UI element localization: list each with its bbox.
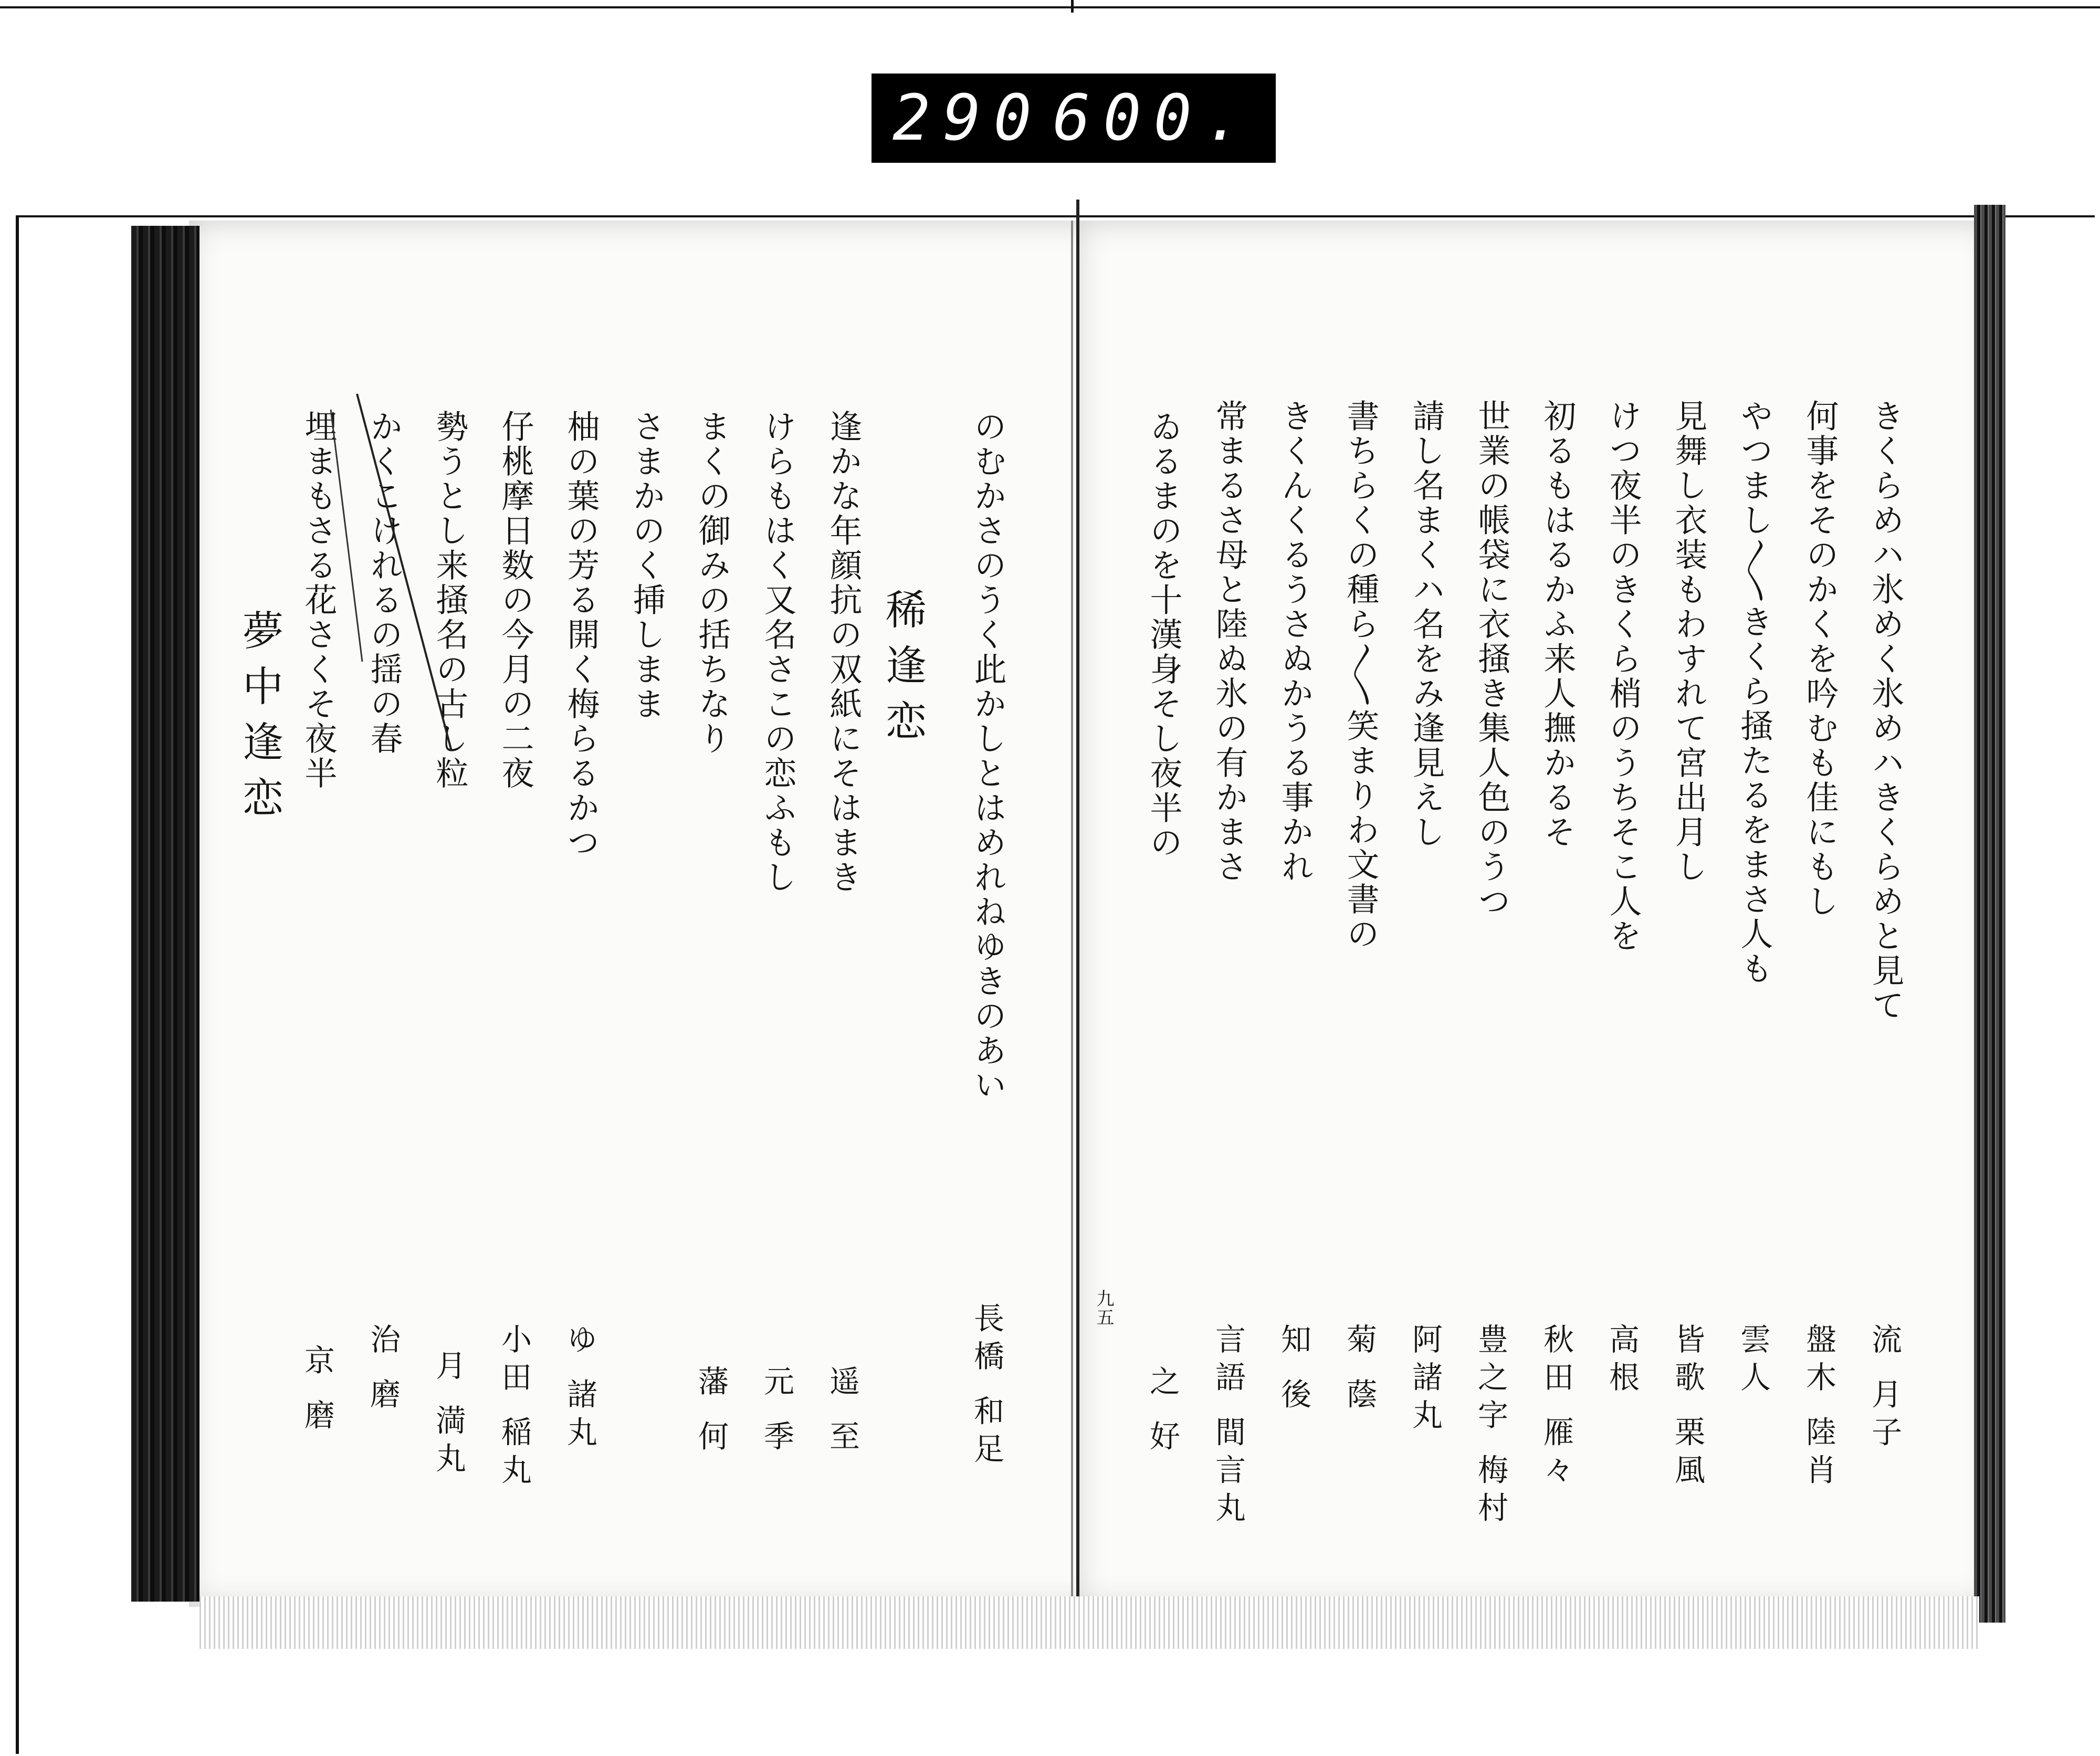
left-s1-col-8-author: 治 磨 [365,1323,401,1416]
right-col-10-text: きくんくるうさぬかうる事かれ [1276,399,1314,884]
left-s1-col-9-text: 埋まもさる花さくそ夜半 [299,410,338,791]
right-col-1-author: 流 月子 [1866,1323,1902,1454]
page-gutter-shadow [1071,221,1073,1628]
frame-number-label [872,74,1276,163]
page-folio: 九五 [1093,1289,1114,1327]
page-gutter [1076,200,1079,1649]
ink-strike-marks [315,389,525,756]
right-col-6-author: 秋田 雁々 [1538,1323,1574,1492]
left-s1-col-8-text: かくこけれるの揺の春 [365,410,403,756]
section-title-dream-meeting: 夢中逢恋 [236,609,283,832]
right-col-8-author: 阿諸丸 [1407,1323,1443,1437]
left-s1-col-2-text: けらもはく又名さこの恋ふもし [759,410,797,895]
page-stack-bottom [200,1596,1979,1649]
right-col-8-text: 請し名まくハ名をみ逢見えし [1407,399,1445,850]
left-s1-col-3-author: 藩 何 [693,1365,729,1458]
left-s1-col-4-text: さまかのく挿しまま [627,410,666,722]
right-col-7-author: 豊之字 梅村 [1473,1323,1508,1530]
left-col-0-author: 長橋 和足 [969,1302,1004,1471]
right-col-10-author: 知 後 [1276,1323,1311,1416]
book-binding-left [131,226,200,1602]
frame-number-right: 600. [1053,81,1255,155]
right-col-11-text: 常まるさ母と陸ぬ氷の有かまさ [1210,399,1248,884]
right-col-1-text: きくらめハ氷めく氷めハきくらめと見て [1866,399,1905,1023]
right-col-4-text: 見舞し衣装もわすれて宮出月し [1670,399,1708,884]
right-col-9-text: 書ちらくの種ら〳〵笑まりわ文書の [1341,399,1380,952]
scan-border-left [16,215,19,1754]
frame-number-left: 290 [892,81,1044,155]
right-col-2-text: 何事をそのかくを吟むも佳にもし [1801,399,1839,919]
left-s1-col-3-text: まくの御みの括ちなり [693,410,731,756]
right-col-7-text: 世業の帳袋に衣掻き集人色のうつ [1473,399,1511,919]
left-s1-col-1-text: 逢かな年顔抗の双紙にそはまき [824,410,863,895]
left-s1-col-6-author: 小田 稲丸 [496,1323,532,1492]
right-col-6-text: 初るもはるかふ来人撫かるそ [1538,399,1577,850]
left-s1-col-6-text: 仔桃摩日数の今月の二夜 [496,410,534,791]
right-col-2-author: 盤木 陸肖 [1801,1323,1836,1492]
left-s1-col-5-text: 柚の葉の芳る開く梅らるかつ [562,410,600,860]
book-edge-right [1974,205,2006,1623]
left-s1-col-1-author: 遥 至 [824,1365,860,1458]
left-s1-col-2-author: 元 季 [759,1365,794,1458]
right-col-3-text: やつまし〳〵きくら掻たるをまさ人も [1735,399,1773,986]
left-col-0-text: のむかさのうく此かしとはめれねゆきのあい [969,410,1007,1103]
scan-tick-center [1071,0,1074,13]
left-s1-col-7-author: 月 満丸 [430,1350,466,1480]
section-title-rare-meeting: 稀逢恋 [879,588,926,755]
right-col-5-author: 高根 [1604,1323,1640,1399]
left-s1-col-9-author: 京 磨 [299,1344,335,1437]
left-s1-col-7-text: 勢うとし来掻名の古し粒 [430,410,469,791]
left-s1-col-5-author: ゆ 諸丸 [562,1323,597,1454]
scan-border-top [0,6,2100,8]
right-col-5-text: けつ夜半のきくら梢のうちそこ人を [1604,399,1642,954]
right-col-4-author: 皆歌 栗風 [1670,1323,1705,1492]
right-col-12-text: ゐるまのを十漢身そし夜半の [1144,410,1183,860]
right-col-9-author: 菊 蔭 [1341,1323,1377,1416]
right-col-11-author: 言語 間言丸 [1210,1323,1246,1530]
right-col-3-author: 雲人 [1735,1323,1771,1399]
right-col-12-author: 之 好 [1144,1365,1180,1458]
